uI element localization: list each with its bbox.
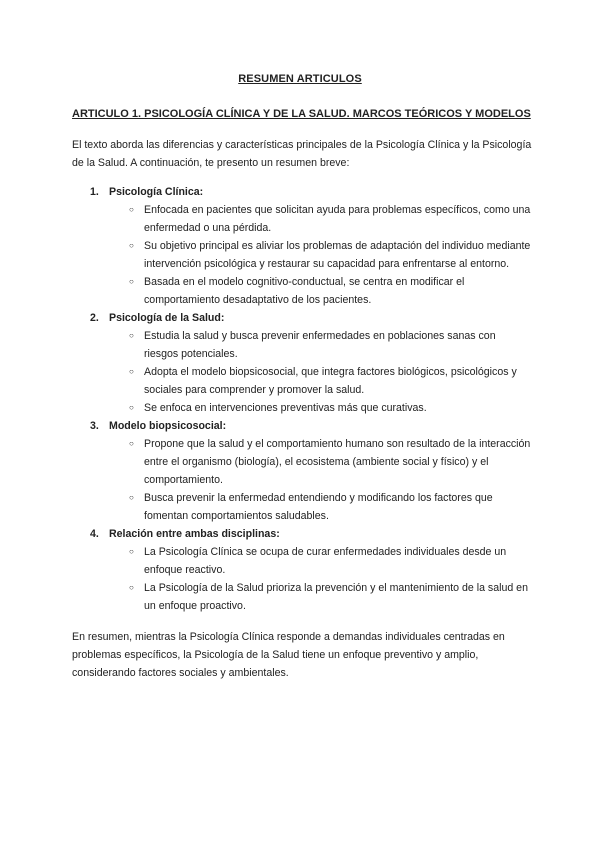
bullet-list xyxy=(72,543,532,615)
circle-bullet-icon: ○ xyxy=(129,547,134,556)
intro-paragraph: El texto aborda las diferencias y características principales de la Psicología Clínica y la Psicología de la Salud. A continuación, te presento un resumen breve: xyxy=(72,139,532,169)
section-heading xyxy=(72,309,532,327)
bullet-text: Estudia la salud y busca prevenir enfermedades en poblaciones sanas con riesgos potenciales. xyxy=(144,330,496,360)
section-heading xyxy=(72,183,532,201)
circle-bullet-icon: ○ xyxy=(129,403,134,412)
circle-bullet-icon: ○ xyxy=(129,493,134,502)
bullet-list xyxy=(72,327,532,417)
bullet-text: La Psicología de la Salud prioriza la prevención y el mantenimiento de la salud en un enfoque proactivo. xyxy=(144,582,528,612)
bullet-text: La Psicología Clínica se ocupa de curar enfermedades individuales desde un enfoque reactivo. xyxy=(144,546,507,576)
bullet-text: Enfocada en pacientes que solicitan ayuda para problemas específicos, como una enfermedad o una pérdida. xyxy=(144,204,531,234)
bullet-text: Su objetivo principal es aliviar los problemas de adaptación del individuo mediante intervención psicológica y restaurar su capacidad para enfrentarse al entorno. xyxy=(144,240,531,270)
bullet-item xyxy=(72,201,532,237)
sections-list xyxy=(72,183,532,615)
circle-bullet-icon: ○ xyxy=(129,439,134,448)
conclusion-paragraph: En resumen, mientras la Psicología Clínica responde a demandas individuales centradas en problemas específicos, la Psicología de la Salud tiene un enfoque preventivo y amplio, considerando factores sociales y ambientales. xyxy=(72,631,505,679)
document-title: RESUMEN ARTICULOS xyxy=(238,73,362,85)
section-number: 4. xyxy=(90,528,99,540)
bullet-item xyxy=(72,237,532,273)
bullet-item xyxy=(72,543,532,579)
bullet-list xyxy=(72,201,532,309)
section-heading xyxy=(72,525,532,543)
section-title: Psicología Clínica: xyxy=(109,186,204,198)
section-title: Psicología de la Salud: xyxy=(109,312,225,324)
bullet-text: Busca prevenir la enfermedad entendiendo y modificando los factores que fomentan comportamientos saludables. xyxy=(144,492,493,522)
article-heading: ARTICULO 1. PSICOLOGÍA CLÍNICA Y DE LA SALUD. MARCOS TEÓRICOS Y MODELOS xyxy=(72,108,531,120)
bullet-item xyxy=(72,399,532,417)
circle-bullet-icon: ○ xyxy=(129,583,134,592)
section-title: Relación entre ambas disciplinas: xyxy=(109,528,280,540)
section-number: 1. xyxy=(90,186,99,198)
section-3 xyxy=(72,417,532,525)
circle-bullet-icon: ○ xyxy=(129,205,134,214)
bullet-text: Se enfoca en intervenciones preventivas más que curativas. xyxy=(144,402,427,414)
section-1 xyxy=(72,183,532,309)
circle-bullet-icon: ○ xyxy=(129,331,134,340)
bullet-text: Basada en el modelo cognitivo-conductual, se centra en modificar el comportamiento desadaptativo de los pacientes. xyxy=(144,276,465,306)
bullet-item xyxy=(72,435,532,489)
bullet-item xyxy=(72,489,532,525)
section-number: 3. xyxy=(90,420,99,432)
circle-bullet-icon: ○ xyxy=(129,241,134,250)
bullet-text: Adopta el modelo biopsicosocial, que integra factores biológicos, psicológicos y sociales para comprender y promover la salud. xyxy=(144,366,517,396)
section-number: 2. xyxy=(90,312,99,324)
bullet-item xyxy=(72,327,532,363)
circle-bullet-icon: ○ xyxy=(129,367,134,376)
bullet-text: Propone que la salud y el comportamiento humano son resultado de la interacción entre el organismo (biología), el ecosistema (ambiente social y físico) y el comportamiento. xyxy=(144,438,531,486)
section-heading xyxy=(72,417,532,435)
bullet-item xyxy=(72,363,532,399)
section-2 xyxy=(72,309,532,417)
bullet-item xyxy=(72,273,532,309)
bullet-item xyxy=(72,579,532,615)
section-4 xyxy=(72,525,532,615)
circle-bullet-icon: ○ xyxy=(129,277,134,286)
section-title: Modelo biopsicosocial: xyxy=(109,420,227,432)
bullet-list xyxy=(72,435,532,525)
